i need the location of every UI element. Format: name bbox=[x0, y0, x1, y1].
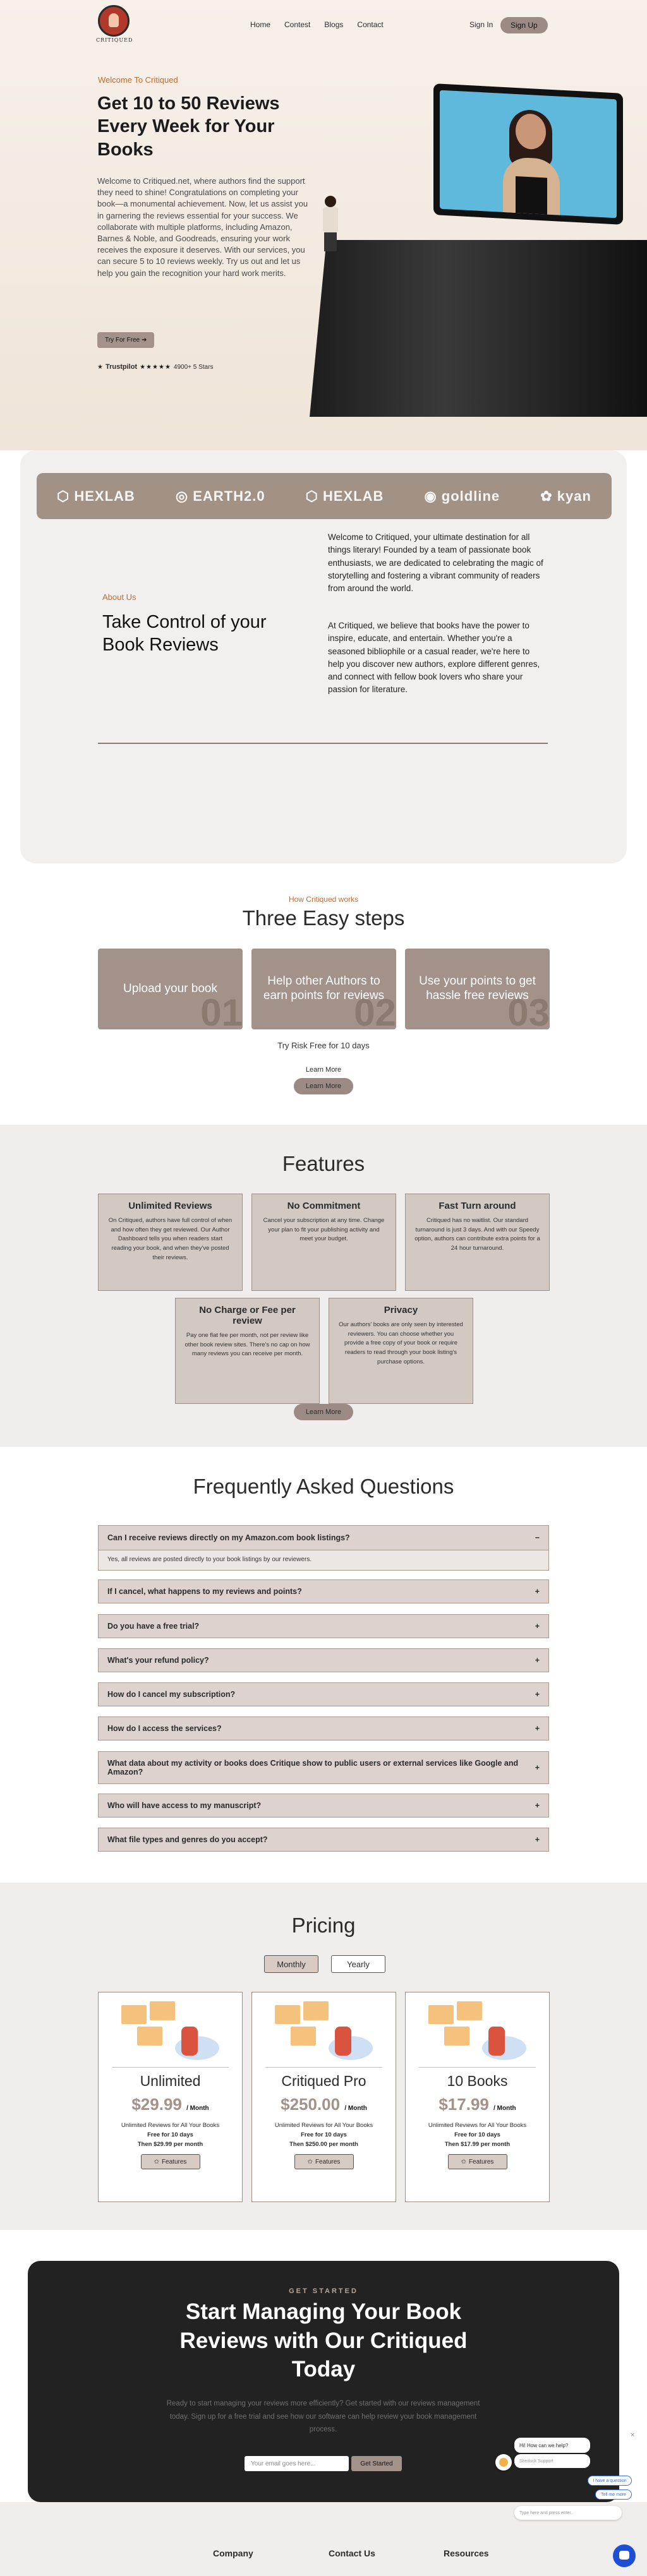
faq-answer: Yes, all reviews are posted directly to your book listings by our reviewers. bbox=[98, 1550, 549, 1571]
expand-icon[interactable]: + bbox=[535, 1587, 540, 1596]
brand-logo-goldline: ◉ goldline bbox=[424, 488, 500, 504]
features-section bbox=[0, 1125, 647, 1447]
pricing-section bbox=[0, 1883, 647, 2230]
features-learn-more-button[interactable]: Learn More bbox=[294, 1404, 353, 1420]
email-input[interactable]: Your email goes here... bbox=[245, 2456, 349, 2471]
trustpilot-label: Trustpilot bbox=[105, 363, 138, 371]
faq-item-1[interactable] bbox=[98, 1525, 549, 1550]
sign-up-button[interactable]: Sign Up bbox=[500, 17, 548, 33]
nav-home-link[interactable]: Home bbox=[250, 20, 271, 29]
star-icon: ✩ bbox=[307, 2158, 313, 2166]
plan-price: $29.99 / Month bbox=[131, 2095, 209, 2114]
expand-icon[interactable]: + bbox=[535, 1724, 540, 1733]
faq-item-3[interactable] bbox=[98, 1614, 549, 1638]
faq-item-9[interactable] bbox=[98, 1828, 549, 1852]
feature-desc: On Critiqued, authors have full control of when and how often they get reviewed. Our Author Dashboard tells you when readers start reading your book, and when they've posted their reviews. bbox=[108, 1217, 233, 1261]
plan-illustration bbox=[269, 2001, 379, 2064]
feature-title: Unlimited Reviews bbox=[128, 1201, 212, 1211]
hero-man-illustration bbox=[319, 196, 342, 253]
plan-card-critiqued-pro bbox=[251, 1992, 396, 2202]
chat-chip-question[interactable]: I have a question bbox=[588, 2476, 632, 2486]
step-label: Help other Authors to earn points for reviews bbox=[263, 974, 385, 1002]
plan-line-1: Unlimited Reviews for All Your Books bbox=[121, 2122, 220, 2129]
about-paragraph-1: Welcome to Critiqued, your ultimate destination for all things literary! Founded by a team of passionate book enthusiasts, we are dedicated to celebrating the magic of storytelling and fostering a vibrant community of readers from around the world. bbox=[328, 532, 543, 593]
feature-desc: Cancel your subscription at any time. Change your plan to fit your publishing activity and meet your budget. bbox=[263, 1217, 385, 1243]
rating-text: 4900+ 5 Stars bbox=[173, 363, 214, 371]
plan-line-1: Unlimited Reviews for All Your Books bbox=[274, 2122, 373, 2129]
steps-title: Three Easy steps bbox=[242, 906, 405, 930]
top-nav bbox=[0, 0, 647, 51]
hero-pedestal-image bbox=[310, 240, 647, 417]
chat-greeting: Hi! How can we help? bbox=[514, 2438, 590, 2453]
cta-title: Start Managing Your Book Reviews with Our Critiqued Today bbox=[179, 2299, 468, 2381]
plan-price: $250.00 / Month bbox=[281, 2095, 367, 2114]
faq-question: Who will have access to my manuscript? bbox=[107, 1801, 262, 1810]
get-started-button[interactable]: Get Started bbox=[351, 2456, 402, 2471]
faq-question: What file types and genres do you accept? bbox=[107, 1835, 268, 1844]
hero-lead: Welcome to Critiqued.net, where authors find the support they need to shine! Congratulations on completing your book—a monumental achievement. Now, let us assist you in garnering the reviews essential for your success. We collaborate with multiple platforms, including Amazon, Barnes & Noble, and Goodreads, ensuring your work receives the exposure it deserves. With our services, you can secure 5 to 10 reviews weekly. Try us out and let us help you gain the recognition your hard work merits. bbox=[97, 176, 308, 278]
hero-woman-image bbox=[497, 112, 566, 218]
step-number: 03 bbox=[507, 991, 550, 1029]
footer-contact-heading: Contact Us bbox=[329, 2548, 375, 2558]
feature-card-privacy bbox=[329, 1298, 473, 1404]
plan-features-button[interactable]: ✩ Features bbox=[294, 2154, 354, 2169]
trustpilot-star-icon: ★ bbox=[97, 363, 103, 371]
footer-company-heading: Company bbox=[213, 2548, 253, 2558]
faq-question: What data about my activity or books does Critique show to public users or external services like Google and Amazon? bbox=[107, 1759, 519, 1776]
feature-card-no-commitment bbox=[251, 1194, 396, 1291]
feature-desc: Our authors' books are only seen by interested reviewers. You can choose whether you provide a free copy of your book or require readers to read through your book listing's purchase options. bbox=[339, 1321, 463, 1365]
site-logo[interactable] bbox=[96, 5, 131, 45]
chat-widget bbox=[493, 2431, 642, 2526]
plan-features-button[interactable]: ✩ Features bbox=[141, 2154, 200, 2169]
plan-illustration bbox=[115, 2001, 226, 2064]
hero-eyebrow: Welcome To Critiqued bbox=[98, 75, 178, 85]
yearly-toggle[interactable]: Yearly bbox=[331, 1955, 385, 1973]
expand-icon[interactable]: + bbox=[535, 1690, 540, 1699]
star-icon: ✩ bbox=[461, 2158, 466, 2166]
faq-item-2[interactable] bbox=[98, 1579, 549, 1603]
step-number: 01 bbox=[200, 991, 243, 1029]
plan-price: $17.99 / Month bbox=[438, 2095, 516, 2114]
feature-title: No Charge or Fee per review bbox=[199, 1305, 296, 1326]
brand-logo-earth: ◎ EARTH2.0 bbox=[175, 488, 265, 504]
chat-support-label: Sherlock Support bbox=[514, 2454, 590, 2468]
faq-question: How do I cancel my subscription? bbox=[107, 1690, 236, 1699]
features-title: Features bbox=[282, 1152, 365, 1175]
chat-launcher-icon[interactable] bbox=[613, 2544, 636, 2567]
plan-card-unlimited bbox=[98, 1992, 243, 2202]
trial-text: Try Risk Free for 10 days bbox=[277, 1041, 370, 1050]
plan-line-3: Then $17.99 per month bbox=[444, 2141, 511, 2148]
collapse-icon[interactable]: − bbox=[535, 1533, 540, 1542]
logo-text: CRITIQUED bbox=[96, 37, 133, 43]
step-label: Upload your book bbox=[123, 981, 217, 995]
brand-logo-kyan: ✿ kyan bbox=[540, 488, 591, 504]
star-icon: ✩ bbox=[154, 2158, 159, 2166]
chat-close-icon[interactable]: × bbox=[631, 2431, 635, 2439]
logo-badge-icon bbox=[98, 5, 130, 37]
plan-line-3: Then $250.00 per month bbox=[289, 2141, 358, 2148]
faq-question: What's your refund policy? bbox=[107, 1656, 209, 1665]
plan-line-2: Free for 10 days bbox=[147, 2131, 193, 2138]
footer-resources-heading: Resources bbox=[444, 2548, 489, 2558]
faq-item-4[interactable] bbox=[98, 1648, 549, 1672]
faq-question: Do you have a free trial? bbox=[107, 1622, 200, 1631]
pricing-title: Pricing bbox=[291, 1914, 356, 1937]
cta-description: Ready to start managing your reviews more efficiently? Get started with our reviews management today. Sign up for a free trial and see how our software can help review your book management process. bbox=[166, 2400, 480, 2434]
plan-features-button[interactable]: ✩ Features bbox=[448, 2154, 507, 2169]
faq-item-5[interactable] bbox=[98, 1682, 549, 1706]
hero-section bbox=[0, 0, 647, 450]
plan-line-1: Unlimited Reviews for All Your Books bbox=[428, 2122, 527, 2129]
feature-desc: Pay one flat fee per month, not per review like other book review sites. There's no cap on how many reviews you can receive per month. bbox=[184, 1332, 310, 1358]
cta-eyebrow: GET STARTED bbox=[289, 2287, 358, 2295]
plan-line-2: Free for 10 days bbox=[454, 2131, 500, 2138]
plan-line-2: Free for 10 days bbox=[301, 2131, 347, 2138]
plan-name: 10 Books bbox=[447, 2073, 508, 2089]
brand-logo-hexlab: ⬡ HEXLAB bbox=[57, 488, 135, 504]
step-number: 02 bbox=[354, 991, 396, 1029]
plan-line-3: Then $29.99 per month bbox=[137, 2141, 203, 2148]
steps-eyebrow: How Critiqued works bbox=[288, 895, 359, 904]
about-eyebrow: About Us bbox=[102, 592, 136, 602]
expand-icon[interactable]: + bbox=[535, 1801, 540, 1810]
feature-title: Fast Turn around bbox=[438, 1201, 516, 1211]
about-title: Take Control of your Book Reviews bbox=[102, 612, 267, 656]
plan-card-10-books bbox=[405, 1992, 550, 2202]
faq-item-8[interactable] bbox=[98, 1794, 549, 1818]
feature-title: Privacy bbox=[384, 1305, 418, 1315]
feature-card-unlimited bbox=[98, 1194, 243, 1291]
about-paragraph-2: At Critiqued, we believe that books have the power to inspire, educate, and entertain. Whether you're a seasoned bibliophile or a casual reader, we're here to help you discover new authors, explore different genres, and connect with fellow book lovers who share your passion for literature. bbox=[328, 621, 540, 695]
faq-question: How do I access the services? bbox=[107, 1724, 222, 1733]
expand-icon[interactable]: + bbox=[535, 1763, 540, 1772]
plan-illustration bbox=[422, 2001, 533, 2064]
step-card-1 bbox=[98, 949, 243, 1029]
faq-item-7[interactable] bbox=[98, 1751, 549, 1784]
hero-title: Get 10 to 50 Reviews Every Week for Your Books bbox=[97, 93, 280, 160]
nav-blogs-link[interactable]: Blogs bbox=[324, 20, 344, 29]
nav-contact-link[interactable]: Contact bbox=[357, 20, 384, 29]
feature-card-fast-turnaround bbox=[405, 1194, 550, 1291]
trustpilot-rating bbox=[97, 363, 213, 371]
plan-name: Unlimited bbox=[140, 2073, 201, 2089]
chat-message-input[interactable]: Type here and press enter.. bbox=[514, 2506, 622, 2520]
plan-name: Critiqued Pro bbox=[281, 2073, 366, 2089]
brand-logo-hexlab-2: ⬡ HEXLAB bbox=[305, 488, 384, 504]
faq-question: If I cancel, what happens to my reviews and points? bbox=[107, 1587, 302, 1596]
step-card-2 bbox=[251, 949, 396, 1029]
step-label: Use your points to get hassle free reviews bbox=[419, 974, 536, 1002]
rating-stars: ★★★★★ bbox=[140, 363, 171, 371]
feature-desc: Critiqued has no waitlist. Our standard turnaround is just 3 days. And with our Speedy option, authors can contribute extra points for a 24 hour turnaround. bbox=[414, 1217, 540, 1252]
nav-contest-link[interactable]: Contest bbox=[284, 20, 311, 29]
main-menu bbox=[250, 20, 384, 29]
faq-question: Can I receive reviews directly on my Amazon.com book listings? bbox=[107, 1533, 350, 1542]
about-divider bbox=[98, 743, 548, 744]
sign-in-link[interactable]: Sign In bbox=[469, 20, 493, 29]
try-for-free-button[interactable]: Try For Free ➔ bbox=[97, 332, 154, 348]
learn-more-link[interactable]: Learn More bbox=[305, 1066, 342, 1074]
learn-more-button[interactable]: Learn More bbox=[294, 1078, 353, 1094]
faq-title: Frequently Asked Questions bbox=[193, 1475, 454, 1498]
chat-chip-more[interactable]: Tell me more bbox=[595, 2489, 632, 2500]
hero-laptop-image bbox=[433, 83, 623, 225]
feature-title: No Commitment bbox=[287, 1201, 361, 1211]
expand-icon[interactable]: + bbox=[535, 1835, 540, 1844]
expand-icon[interactable]: + bbox=[535, 1622, 540, 1631]
step-card-3 bbox=[405, 949, 550, 1029]
faq-item-6[interactable] bbox=[98, 1716, 549, 1740]
expand-icon[interactable]: + bbox=[535, 1656, 540, 1665]
chat-avatar-icon bbox=[495, 2454, 512, 2471]
feature-card-no-charge bbox=[175, 1298, 320, 1404]
monthly-toggle[interactable]: Monthly bbox=[264, 1955, 318, 1973]
brand-logos-bar bbox=[37, 473, 612, 519]
about-section bbox=[20, 450, 627, 863]
